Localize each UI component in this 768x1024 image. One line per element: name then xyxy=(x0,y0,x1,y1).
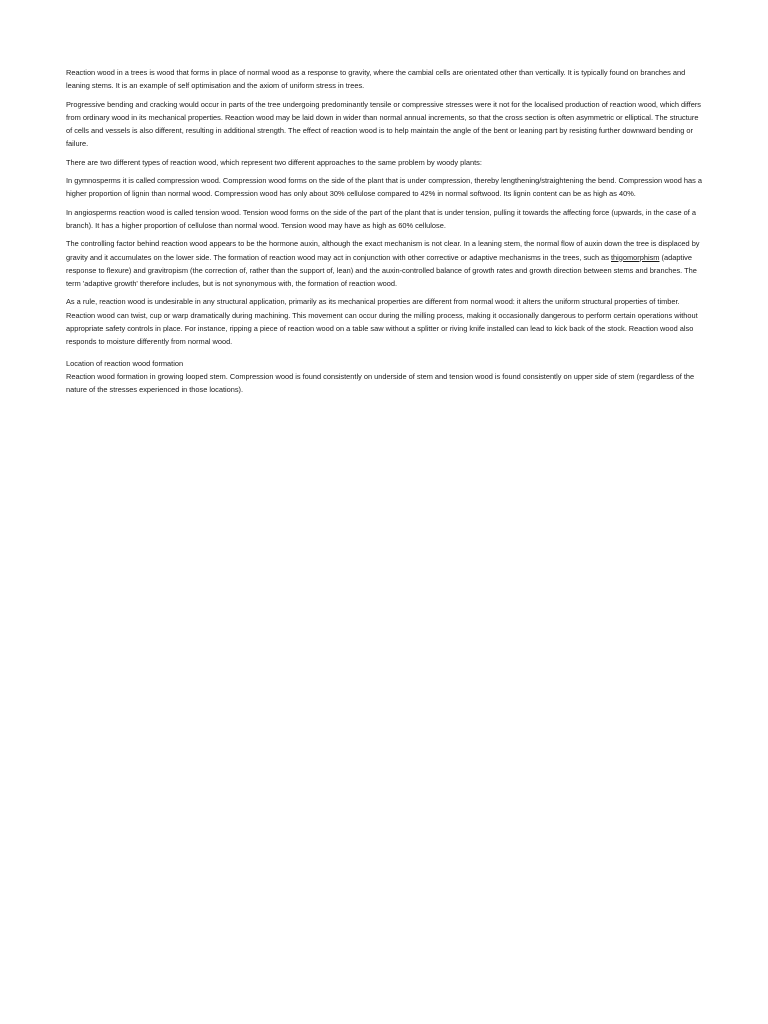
paragraph-compression-wood: In gymnosperms it is called compression wood. Compression wood forms on the side of the plant that is under compression, thereby lengthening/straightening the bend. Compression wood has a higher proportion of lignin than normal wood. Compression wood has only about 30% cellulose compared to 42% in normal softwood. Its lignin content can be as high as 40%. xyxy=(66,176,702,199)
paragraph-structural-use: As a rule, reaction wood is undesirable in any structural application, primarily as its mechanical properties are different from normal wood: it alters the uniform structural properties of timber. Reaction wood can twist, cup or warp dramatically during machining. This movement can occur during the milling process, making it occasionally dangerous to perform certain operations without appropriate safety controls in place. For instance, ripping a piece of reaction wood on a table saw without a splitter or riving knife installed can lead to kick back of the stock. Reaction wood also responds to moisture differently from normal wood. xyxy=(66,297,698,347)
location-heading: Location of reaction wood formation xyxy=(66,358,184,368)
paragraph-auxin xyxy=(66,237,704,290)
paragraph-tension-wood: In angiosperms reaction wood is called tension wood. Tension wood forms on the side of the part of the plant that is under tension, pulling it towards the affecting force (upwards, in the case of a branch). It has a higher proportion of cellulose than normal wood. Tension wood may have as high as 60% cellulose. xyxy=(66,207,696,230)
paragraph-bending: Progressive bending and cracking would occur in parts of the tree undergoing predominantly tensile or compressive stresses were it not for the localised production of reaction wood, which differs from ordinary wood in its mechanical properties. Reaction wood may be laid down in wider than normal annual increments, so that the cross section is often asymmetric or elliptical. The structure of cells and vessels is also different, resulting in additional strength. The effect of reaction wood is to help maintain the angle of the bent or leaning part by resisting further downward bending or failure. xyxy=(66,99,701,149)
document-page xyxy=(66,66,704,397)
paragraph-definition: Reaction wood in a trees is wood that forms in place of normal wood as a response to gravity, where the cambial cells are orientated other than vertically. It is typically found on branches and leaning stems. It is an example of self optimisation and the axiom of uniform stress in trees. xyxy=(66,68,686,91)
location-text: Reaction wood formation in growing looped stem. Compression wood is found consistently on underside of stem and tension wood is found consistently on upper side of stem (regardless of the nature of the stresses experienced in those locations). xyxy=(66,371,695,395)
auxin-text-before: The controlling factor behind reaction wood appears to be the hormone auxin, although the exact mechanism is not clear. In a leaning stem, the normal flow of auxin down the tree is displaced by gravity and it accumulates on the lower side. The formation of reaction wood may act in conjunction with other corrective or adaptive mechanisms in the trees, such as xyxy=(66,239,700,262)
location-section xyxy=(66,357,704,397)
thigomorphism-link[interactable]: thigomorphism xyxy=(611,252,660,262)
auxin-text-after: (adaptive response to flexure) and gravitropism (the correction of, rather than the support of, lean) and the auxin-controlled balance of growth rates and growth direction between stems and branches. The term 'adaptive growth' therefore includes, but is not synonymous with, the formation of reaction wood. xyxy=(66,252,697,289)
paragraph-types-intro: There are two different types of reaction wood, which represent two different approaches to the same problem by woody plants: xyxy=(66,157,482,167)
